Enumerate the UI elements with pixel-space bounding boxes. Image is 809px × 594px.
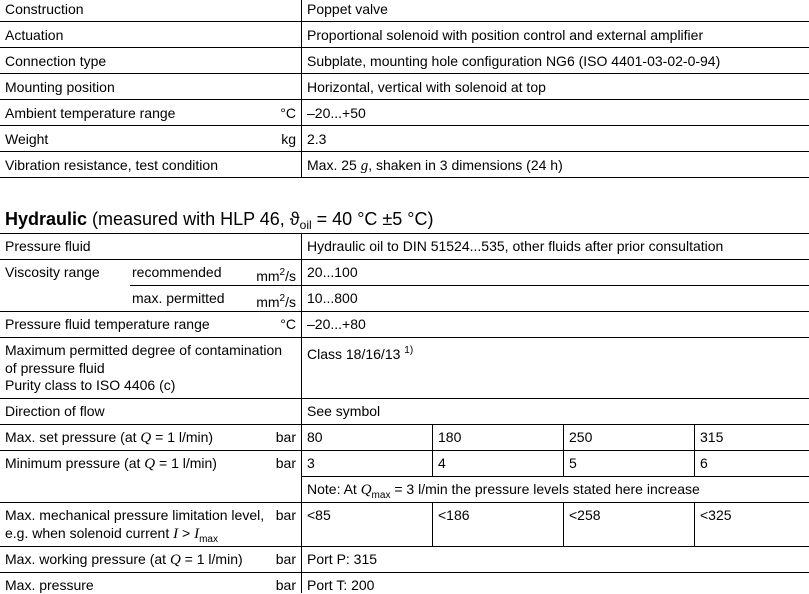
- viscosity-label: Viscosity range: [5, 264, 100, 280]
- direction-value: See symbol: [307, 403, 381, 419]
- row-divider: [0, 572, 809, 573]
- max-pressure-label: Max. pressure: [5, 577, 94, 593]
- i-symbol: I: [194, 526, 200, 542]
- ambient-temp-value: –20...+50: [307, 105, 366, 121]
- unit-rest: /s: [285, 294, 296, 310]
- row-divider: [0, 177, 809, 178]
- weight-value: 2.3: [307, 131, 327, 147]
- vibration-value-post: , shaken in 3 dimensions (24 h): [368, 157, 563, 173]
- label-post: = 1 l/min): [151, 429, 214, 445]
- mech-limit-value-3: <258: [569, 507, 601, 523]
- row-divider: [0, 424, 809, 425]
- label-post: = 1 l/min): [180, 551, 243, 567]
- heading-sub: oil: [299, 218, 312, 232]
- column-divider: [694, 424, 695, 476]
- connection-type-label: Connection type: [5, 53, 107, 69]
- row-divider: [0, 151, 809, 152]
- note-post: = 3 l/min the pressure levels stated here increase: [390, 481, 700, 497]
- unit-base: mm: [256, 268, 280, 284]
- working-pressure-label: [5, 551, 243, 569]
- connection-type-value: Subplate, mounting hole configuration NG6 (ISO 4401-03-02-0-94): [307, 53, 721, 69]
- contamination-label-2: of pressure fluid: [5, 360, 105, 376]
- vibration-label: Vibration resistance, test condition: [5, 157, 218, 173]
- working-pressure-value: Port P: 315: [307, 551, 378, 567]
- max-set-pressure-value-4: 315: [700, 429, 724, 445]
- pressure-fluid-label: Pressure fluid: [5, 238, 91, 254]
- row-divider: [0, 337, 809, 338]
- gt-symbol: >: [178, 525, 195, 541]
- label-post: = 1 l/min): [155, 455, 217, 471]
- row-divider: [0, 21, 809, 22]
- construction-label: Construction: [5, 1, 84, 17]
- max-pressure-unit: bar: [275, 577, 296, 593]
- weight-label: Weight: [5, 131, 49, 147]
- vibration-value-pre: Max. 25: [307, 157, 361, 173]
- unit-base: mm: [256, 294, 280, 310]
- unit-rest: /s: [285, 268, 296, 284]
- working-pressure-unit: bar: [275, 551, 296, 567]
- min-pressure-unit: bar: [275, 455, 296, 471]
- row-divider: [0, 47, 809, 48]
- min-pressure-value-4: 6: [700, 455, 708, 471]
- viscosity-recommended-unit: [256, 264, 296, 285]
- mech-limit-value-4: <325: [700, 507, 732, 523]
- fluid-temp-value: –20...+80: [307, 316, 366, 332]
- max-set-pressure-label: [5, 429, 213, 447]
- mech-limit-label-1: Max. mechanical pressure limitation level,: [5, 507, 265, 523]
- viscosity-recommended-value: 20...100: [307, 264, 358, 280]
- mech-limit-label-2: [5, 525, 218, 548]
- weight-unit: kg: [281, 131, 296, 147]
- q-symbol: Q: [140, 430, 152, 446]
- q-symbol: Q: [144, 456, 156, 472]
- column-divider: [563, 502, 564, 546]
- mounting-position-value: Horizontal, vertical with solenoid at top: [307, 79, 546, 95]
- construction-value: Poppet valve: [307, 1, 388, 17]
- heading-post: = 40 °C ±5 °C): [311, 209, 434, 229]
- max-pressure-value: Port T: 200: [307, 577, 375, 593]
- note-sub: max: [371, 490, 391, 501]
- contamination-label-3: Purity class to ISO 4406 (c): [5, 377, 176, 393]
- label-sub: max: [199, 534, 218, 545]
- column-divider: [432, 424, 433, 476]
- row-divider: [0, 233, 809, 234]
- label-pre: Max. working pressure (at: [5, 551, 170, 567]
- min-pressure-value-1: 3: [307, 455, 315, 471]
- max-set-pressure-value-3: 250: [569, 429, 593, 445]
- row-divider: [0, 450, 809, 451]
- i-symbol: I: [173, 526, 179, 542]
- ambient-temp-label: Ambient temperature range: [5, 105, 176, 121]
- q-symbol: Q: [169, 552, 181, 568]
- label-pre: Minimum pressure (at: [5, 455, 145, 471]
- max-set-pressure-value-1: 80: [307, 429, 323, 445]
- min-pressure-label: [5, 455, 217, 473]
- label-pre: e.g. when solenoid current: [5, 525, 174, 541]
- unit-sup: 2: [279, 267, 286, 278]
- actuation-value: Proportional solenoid with position control and external amplifier: [307, 27, 704, 43]
- footnote-marker: 1): [404, 345, 414, 356]
- min-pressure-value-3: 5: [569, 455, 577, 471]
- pressure-note: [307, 481, 700, 504]
- contamination-value: [307, 342, 413, 363]
- mech-limit-value-2: <186: [438, 507, 470, 523]
- min-pressure-value-2: 4: [438, 455, 446, 471]
- column-divider: [301, 0, 302, 177]
- heading-bold: Hydraulic: [5, 209, 88, 229]
- hydraulic-heading: [5, 208, 433, 236]
- ambient-temp-unit: °C: [280, 105, 296, 121]
- column-divider: [563, 424, 564, 476]
- q-symbol: Q: [360, 482, 372, 498]
- note-pre: Note: At: [307, 481, 361, 497]
- row-divider: [301, 476, 809, 477]
- column-divider: [432, 502, 433, 546]
- contamination-class: Class 18/16/13: [307, 346, 401, 362]
- row-divider: [0, 311, 809, 312]
- viscosity-recommended-label: recommended: [132, 264, 222, 280]
- mech-limit-value-1: <85: [307, 507, 331, 523]
- unit-sup: 2: [279, 293, 286, 304]
- fluid-temp-label: Pressure fluid temperature range: [5, 316, 210, 332]
- column-divider: [694, 502, 695, 546]
- vibration-value: [307, 157, 563, 175]
- vibration-g-symbol: g: [360, 158, 369, 174]
- row-divider: [130, 285, 809, 286]
- mounting-position-label: Mounting position: [5, 79, 115, 95]
- pressure-fluid-value: Hydraulic oil to DIN 51524...535, other fluids after prior consultation: [307, 238, 724, 254]
- heading-pre: (measured with HLP 46, ϑ: [87, 209, 300, 229]
- row-divider: [0, 73, 809, 74]
- row-divider: [0, 99, 809, 100]
- actuation-label: Actuation: [5, 27, 64, 43]
- viscosity-permitted-unit: [256, 290, 296, 311]
- label-pre: Max. set pressure (at: [5, 429, 141, 445]
- mech-limit-unit: bar: [275, 507, 296, 523]
- column-divider: [301, 233, 302, 593]
- direction-label: Direction of flow: [5, 403, 105, 419]
- contamination-label-1: Maximum permitted degree of contamination: [5, 342, 283, 358]
- viscosity-permitted-label: max. permitted: [132, 290, 225, 306]
- row-divider: [0, 398, 809, 399]
- viscosity-permitted-value: 10...800: [307, 290, 358, 306]
- max-set-pressure-value-2: 180: [438, 429, 462, 445]
- max-set-pressure-unit: bar: [275, 429, 296, 445]
- fluid-temp-unit: °C: [280, 316, 296, 332]
- row-divider: [0, 259, 809, 260]
- row-divider: [0, 125, 809, 126]
